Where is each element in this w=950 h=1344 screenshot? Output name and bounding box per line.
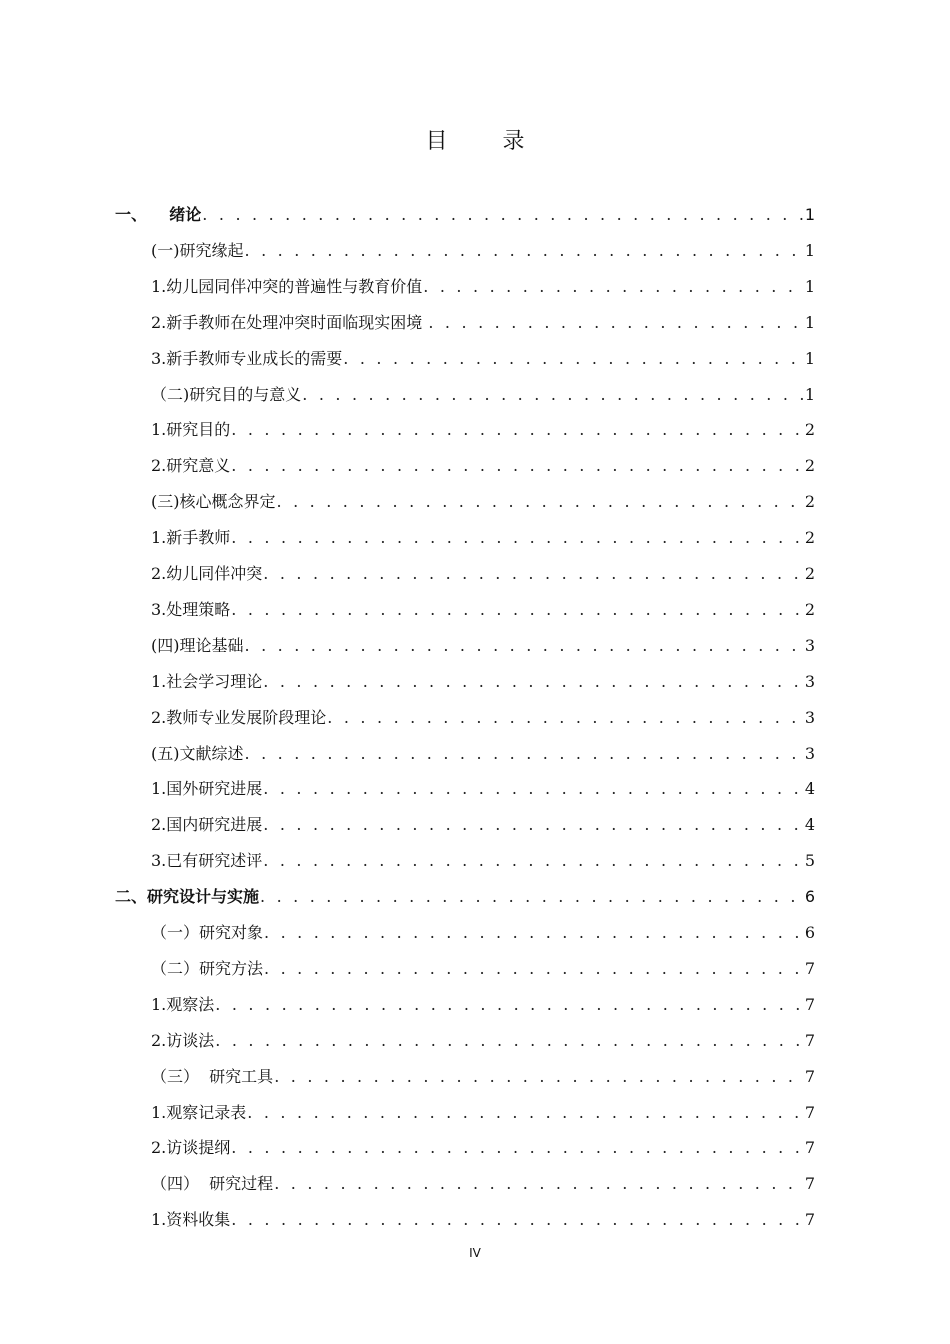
toc-entry[interactable] (151, 415, 815, 445)
toc-entry[interactable] (151, 631, 815, 661)
toc-entry-label: (三)核心概念界定 (151, 492, 276, 512)
toc-dot-leader (244, 631, 805, 661)
toc-entry-page: 7 (804, 1030, 815, 1050)
toc-dot-leader (230, 523, 805, 553)
toc-entry-label: 1.新手教师 (151, 528, 231, 548)
toc-entry-label: 1.观察法 (151, 994, 215, 1014)
toc-entry-label: 1.资料收集 (151, 1210, 231, 1230)
toc-dot-leader (244, 236, 805, 266)
toc-dot-leader (262, 810, 805, 840)
toc-entry-page: 1 (804, 384, 815, 404)
toc-entry-page: 2 (804, 456, 815, 476)
toc-entry-label: 2.幼儿同伴冲突 (151, 564, 263, 583)
toc-entry-label: （二)研究目的与意义 (151, 384, 302, 404)
toc-entry-page: 7 (804, 1066, 815, 1086)
toc-entry-label: 2.国内研究进展 (151, 815, 263, 835)
toc-entry-page: 1 (804, 312, 815, 332)
toc-entry-label: 二、研究设计与实施 (115, 887, 260, 907)
toc-dot-leader (276, 487, 805, 517)
toc-entry[interactable] (151, 595, 815, 625)
toc-entry[interactable] (151, 1205, 815, 1235)
toc-dot-leader (230, 451, 805, 481)
toc-dot-leader (214, 1026, 805, 1056)
toc-entry-label: 1.社会学习理论 (151, 671, 263, 691)
toc-entry-page: 2 (804, 599, 815, 619)
toc-entry-page: 7 (804, 994, 815, 1014)
toc-entry-page: 5 (804, 851, 815, 871)
toc-entry[interactable] (151, 308, 815, 338)
toc-entry[interactable] (151, 380, 815, 410)
page-number: IV (469, 1246, 481, 1260)
toc-dot-leader (230, 415, 805, 445)
toc-dot-leader (427, 308, 804, 338)
toc-dot-leader (263, 918, 805, 948)
toc-entry-page: 4 (804, 779, 815, 799)
toc-entry[interactable] (151, 344, 815, 374)
toc-entry-page: 2 (804, 564, 815, 583)
toc-entry-label: 1.幼儿园同伴冲突的普遍性与教育价值 (151, 276, 423, 296)
toc-entry-label: 一、 绪论 (115, 205, 202, 224)
toc-dot-leader (230, 1205, 805, 1235)
toc-entry-page: 4 (804, 815, 815, 835)
toc-entry-label: 3.新手教师专业成长的需要 (151, 348, 343, 368)
toc-entry-label: 3.已有研究述评 (151, 851, 263, 871)
toc-entry[interactable] (151, 846, 815, 876)
toc-entry-page: 3 (804, 671, 815, 691)
toc-dot-leader (244, 739, 805, 769)
toc-entry[interactable] (151, 1098, 815, 1128)
toc-entry-label: （三） 研究工具 (151, 1066, 274, 1086)
toc-entry-page: 1 (804, 240, 815, 260)
toc-entry[interactable] (151, 1062, 815, 1092)
toc-dot-leader (263, 954, 805, 984)
toc-entry-page: 2 (804, 492, 815, 512)
toc-entry-label: 2.新手教师在处理冲突时面临现实困境 (151, 312, 428, 332)
toc-dot-leader (246, 1098, 805, 1128)
toc-entry-page: 7 (804, 958, 815, 978)
toc-entry[interactable] (151, 667, 815, 697)
toc-entry-page: 1 (804, 205, 815, 224)
toc-dot-leader (273, 1169, 805, 1199)
toc-entry-label: (五)文献综述 (151, 743, 244, 763)
toc-entry[interactable] (151, 1169, 815, 1199)
toc-entry[interactable] (151, 272, 815, 302)
toc-dot-leader (230, 595, 805, 625)
toc-entry[interactable] (151, 918, 815, 948)
toc-entry[interactable] (115, 882, 815, 912)
toc-entry[interactable] (151, 1133, 815, 1163)
toc-entry[interactable] (151, 451, 815, 481)
toc-entry-label: 2.研究意义 (151, 456, 231, 476)
toc-entry-page: 3 (804, 707, 815, 727)
toc-entry-label: 2.访谈法 (151, 1030, 215, 1050)
toc-entry-page: 3 (804, 743, 815, 763)
toc-dot-leader (262, 846, 805, 876)
toc-entry-label: 3.处理策略 (151, 599, 231, 619)
toc-entry-page: 2 (804, 420, 815, 440)
toc-entry[interactable] (151, 703, 815, 733)
toc-entry-label: 2.访谈提纲 (151, 1138, 231, 1158)
toc-entry[interactable] (151, 559, 815, 589)
toc-entry-page: 7 (804, 1138, 815, 1158)
toc-entry-label: 1.国外研究进展 (151, 779, 263, 799)
toc-entry-page: 2 (804, 528, 815, 548)
toc-entry-label: (四)理论基础 (151, 635, 244, 655)
toc-entry[interactable] (151, 523, 815, 553)
toc-dot-leader (201, 200, 805, 230)
toc-entry-label: 1.研究目的 (151, 420, 231, 440)
toc-entry-page: 6 (804, 887, 815, 907)
toc-entry[interactable] (151, 1026, 815, 1056)
toc-dot-leader (262, 667, 805, 697)
toc-dot-leader (214, 990, 805, 1020)
toc-entry[interactable] (151, 990, 815, 1020)
toc-entry-label: 1.观察记录表 (151, 1102, 247, 1122)
toc-entry[interactable] (151, 739, 815, 769)
toc-dot-leader (262, 559, 805, 589)
toc-title: 目 录 (425, 129, 549, 154)
toc-dot-leader (230, 1133, 805, 1163)
toc-entry-page: 1 (804, 348, 815, 368)
toc-dot-leader (342, 344, 805, 374)
toc-entry-page: 1 (804, 276, 815, 296)
toc-entry-label: （四） 研究过程 (151, 1174, 274, 1194)
toc-entry-page: 6 (804, 923, 815, 942)
toc-entry-page: 7 (804, 1102, 815, 1122)
toc-dot-leader (273, 1062, 805, 1092)
toc-entry[interactable] (151, 954, 815, 984)
toc-entry-page: 7 (804, 1174, 815, 1194)
toc-dot-leader (259, 882, 805, 912)
toc-dot-leader (301, 380, 805, 410)
toc-entry-label: 2.教师专业发展阶段理论 (151, 707, 327, 727)
toc-dot-leader (422, 272, 805, 302)
toc-entry-label: （二）研究方法 (151, 958, 264, 978)
toc-dot-leader (262, 774, 805, 804)
toc-entry[interactable] (151, 236, 815, 266)
toc-entry[interactable] (151, 774, 815, 804)
toc-entry-page: 7 (804, 1210, 815, 1230)
toc-entry[interactable] (151, 810, 815, 840)
toc-entry-label: (一)研究缘起 (151, 240, 244, 260)
toc-entry-page: 3 (804, 635, 815, 655)
toc-dot-leader (326, 703, 805, 733)
toc-entry[interactable] (115, 200, 815, 230)
toc-entry-label: （一）研究对象 (151, 923, 264, 942)
toc-entry[interactable] (151, 487, 815, 517)
